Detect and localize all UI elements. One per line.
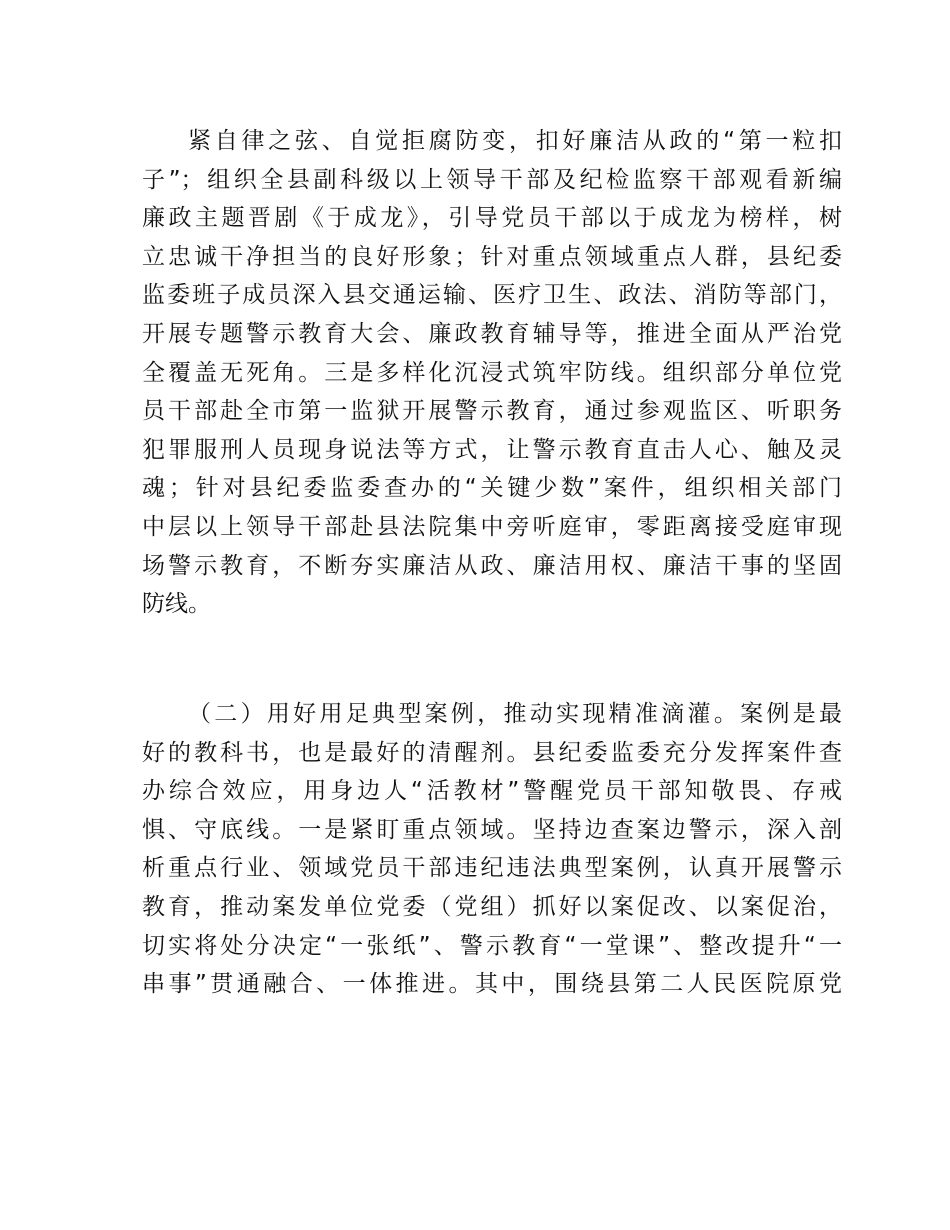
text-line: 监委班子成员深入县交通运输、医疗卫生、政法、消防等部门， [142, 282, 842, 309]
text-line: 员干部赴全市第一监狱开展警示教育，通过参观监区、听职务 [142, 398, 842, 425]
paragraph-1 [142, 122, 842, 624]
text-line: （二）用好用足典型案例，推动实现精准滴灌。案例是最 [188, 701, 842, 727]
text-line: 紧自律之弦、自觉拒腐防变，扣好廉洁从政的“第一粒扣 [188, 128, 842, 154]
text-line: 全覆盖无死角。三是多样化沉浸式筑牢防线。组织部分单位党 [142, 359, 842, 386]
text-line: 魂；针对县纪委监委查办的“关键少数”案件，组织相关部门 [142, 475, 842, 502]
text-line: 开展专题警示教育大会、廉政教育辅导等，推进全面从严治党 [142, 320, 842, 347]
text-line: 切实将处分决定“一张纸”、警示教育“一堂课”、整改提升“一 [142, 932, 842, 959]
text-line: 场警示教育，不断夯实廉洁从政、廉洁用权、廉洁干事的坚固 [142, 552, 842, 579]
text-line: 立忠诚干净担当的良好形象；针对重点领域重点人群，县纪委 [142, 243, 842, 270]
paragraph-2 [142, 695, 842, 1004]
text-line: 中层以上领导干部赴县法院集中旁听庭审，零距离接受庭审现 [142, 513, 842, 540]
text-line: 廉政主题晋剧《于成龙》，引导党员干部以于成龙为榜样，树 [142, 205, 842, 232]
text-line: 子”；组织全县副科级以上领导干部及纪检监察干部观看新编 [142, 166, 842, 193]
text-line: 犯罪服刑人员现身说法等方式，让警示教育直击人心、触及灵 [142, 436, 842, 463]
text-line: 办综合效应，用身边人“活教材”警醒党员干部知敬畏、存戒 [142, 778, 842, 805]
text-line: 惧、守底线。一是紧盯重点领域。坚持边查案边警示，深入剖 [142, 816, 842, 843]
text-line: 防线。 [142, 591, 211, 618]
text-line: 好的教科书，也是最好的清醒剂。县纪委监委充分发挥案件查 [142, 739, 842, 766]
text-line: 析重点行业、领域党员干部违纪违法典型案例，认真开展警示 [142, 855, 842, 882]
text-line: 教育，推动案发单位党委（党组）抓好以案促改、以案促治， [142, 893, 842, 920]
text-line: 串事”贯通融合、一体推进。其中，围绕县第二人民医院原党 [142, 971, 842, 998]
